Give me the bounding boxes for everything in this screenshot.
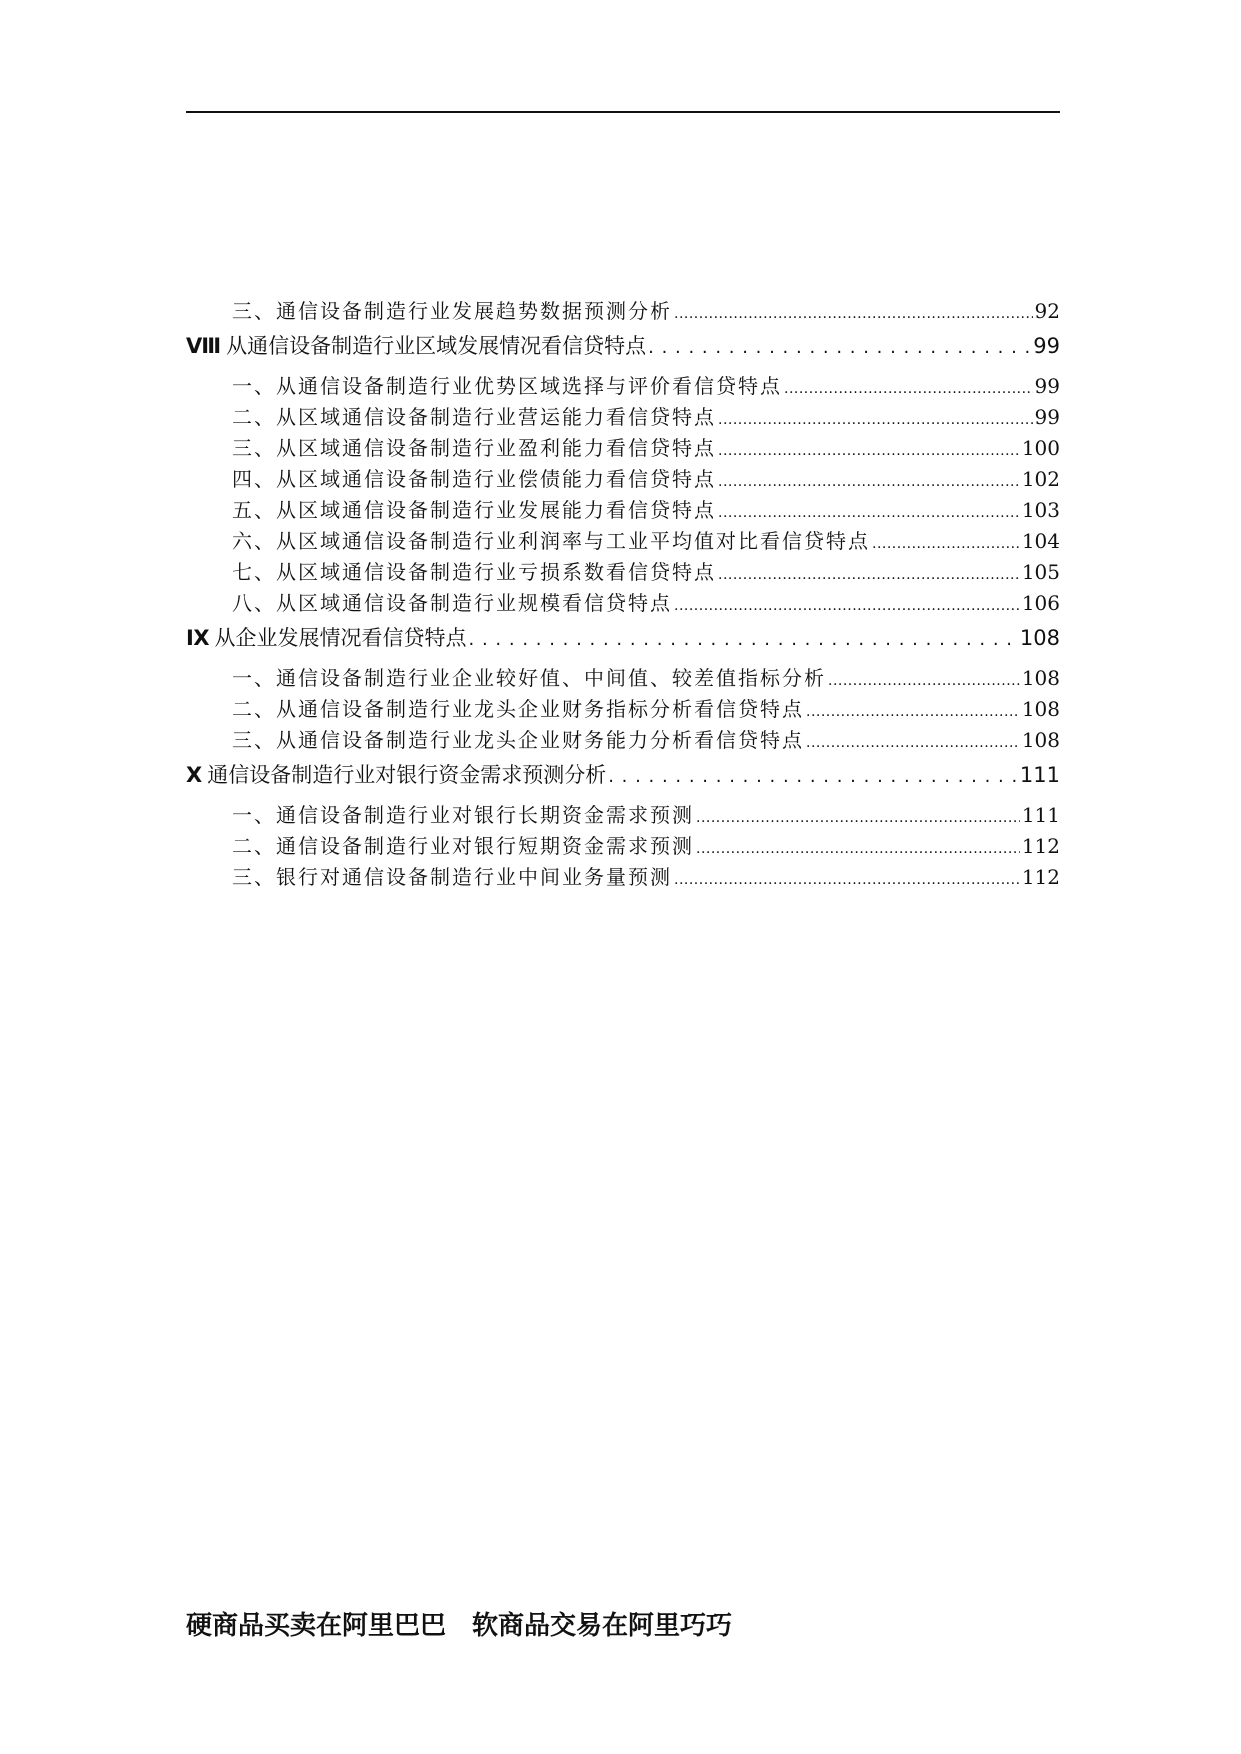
footer-slogan (186, 1605, 732, 1642)
toc-dot-leader (806, 728, 1020, 752)
toc-dot-leader (674, 299, 1033, 323)
toc-page-number: 99 (1033, 334, 1060, 358)
toc-page-number: 108 (1021, 666, 1060, 690)
toc-entry-title: 一、通信设备制造行业企业较好值、中间值、较差值指标分析 (232, 666, 826, 690)
toc-dot-leader (872, 529, 1020, 553)
toc-entry-title: 二、从区域通信设备制造行业营运能力看信贷特点 (232, 405, 716, 429)
toc-entry-title: 四、从区域通信设备制造行业偿债能力看信贷特点 (232, 467, 716, 491)
toc-section-entry[interactable] (186, 432, 1060, 463)
toc-entry-title: 从企业发展情况看信贷特点 (214, 626, 467, 650)
toc-section-entry[interactable] (186, 861, 1060, 892)
toc-section-entry[interactable] (186, 370, 1060, 401)
toc-chapter-entry[interactable] (186, 755, 1060, 799)
toc-entry-title: 五、从区域通信设备制造行业发展能力看信贷特点 (232, 498, 716, 522)
toc-dot-leader (784, 374, 1033, 398)
toc-page-number: 112 (1021, 834, 1060, 858)
toc-dot-leader (806, 697, 1020, 721)
toc-entry-title: 二、通信设备制造行业对银行短期资金需求预测 (232, 834, 694, 858)
toc-entry-title: 一、通信设备制造行业对银行长期资金需求预测 (232, 803, 694, 827)
toc-section-entry[interactable] (186, 463, 1060, 494)
toc-dot-leader (674, 591, 1020, 615)
toc-dot-leader (696, 834, 1020, 858)
footer-slogan-right: 软商品交易在阿里巧巧 (472, 1611, 733, 1641)
toc-dot-leader (718, 436, 1020, 460)
footer-slogan-left: 硬商品买卖在阿里巴巴 (186, 1611, 447, 1641)
toc-dot-leader (718, 498, 1020, 522)
toc-entry-title: 三、通信设备制造行业发展趋势数据预测分析 (232, 299, 672, 323)
toc-section-entry[interactable] (186, 830, 1060, 861)
toc-page-number: 111 (1019, 763, 1060, 787)
toc-page-number: 108 (1019, 626, 1060, 650)
toc-page-number: 100 (1021, 436, 1060, 460)
toc-page-number: 108 (1021, 728, 1060, 752)
toc-entry-title: 六、从区域通信设备制造行业利润率与工业平均值对比看信贷特点 (232, 529, 870, 553)
toc-dot-leader (828, 666, 1020, 690)
toc-entry-title: 三、从通信设备制造行业龙头企业财务能力分析看信贷特点 (232, 728, 804, 752)
toc-chapter-entry[interactable] (186, 618, 1060, 662)
toc-entry-title: 通信设备制造行业对银行资金需求预测分析 (207, 763, 607, 787)
toc-chapter-number: Ⅹ (186, 763, 202, 787)
toc-section-entry[interactable] (186, 525, 1060, 556)
toc-page-number: 106 (1021, 591, 1060, 615)
toc-page-number: 112 (1021, 865, 1060, 889)
toc-entry-title: 从通信设备制造行业区域发展情况看信贷特点 (226, 334, 647, 358)
toc-dot-leader (718, 405, 1033, 429)
toc-page-number: 102 (1021, 467, 1060, 491)
toc-page-number: 92 (1034, 299, 1060, 323)
toc-dot-leader (648, 334, 1031, 358)
toc-dot-leader (608, 763, 1018, 787)
toc-section-entry[interactable] (186, 662, 1060, 693)
toc-page-number: 103 (1021, 498, 1060, 522)
toc-section-entry[interactable] (186, 587, 1060, 618)
toc-page-number: 99 (1034, 405, 1060, 429)
toc-section-entry[interactable] (186, 494, 1060, 525)
toc-page-number: 105 (1021, 560, 1060, 584)
toc-dot-leader (718, 467, 1020, 491)
toc-chapter-number: Ⅸ (186, 626, 209, 650)
toc-entry-title: 三、从区域通信设备制造行业盈利能力看信贷特点 (232, 436, 716, 460)
toc-dot-leader (718, 560, 1020, 584)
toc-section-entry[interactable] (186, 724, 1060, 755)
toc-entry-title: 一、从通信设备制造行业优势区域选择与评价看信贷特点 (232, 374, 782, 398)
toc-dot-leader (696, 803, 1020, 827)
table-of-contents (186, 295, 1060, 892)
toc-page-number: 99 (1034, 374, 1060, 398)
toc-section-entry[interactable] (186, 556, 1060, 587)
toc-dot-leader (674, 865, 1020, 889)
toc-page-number: 104 (1021, 529, 1060, 553)
toc-section-entry[interactable] (186, 693, 1060, 724)
toc-section-entry[interactable] (186, 401, 1060, 432)
toc-entry-title: 七、从区域通信设备制造行业亏损系数看信贷特点 (232, 560, 716, 584)
toc-entry-title: 三、银行对通信设备制造行业中间业务量预测 (232, 865, 672, 889)
toc-chapter-entry[interactable] (186, 326, 1060, 370)
toc-entry-title: 二、从通信设备制造行业龙头企业财务指标分析看信贷特点 (232, 697, 804, 721)
toc-chapter-number: Ⅷ (186, 334, 221, 358)
toc-entry-title: 八、从区域通信设备制造行业规模看信贷特点 (232, 591, 672, 615)
toc-dot-leader (469, 626, 1018, 650)
toc-page-number: 108 (1021, 697, 1060, 721)
toc-page-number: 111 (1021, 803, 1060, 827)
header-rule (186, 111, 1060, 113)
toc-section-entry[interactable] (186, 799, 1060, 830)
toc-section-entry[interactable] (186, 295, 1060, 326)
